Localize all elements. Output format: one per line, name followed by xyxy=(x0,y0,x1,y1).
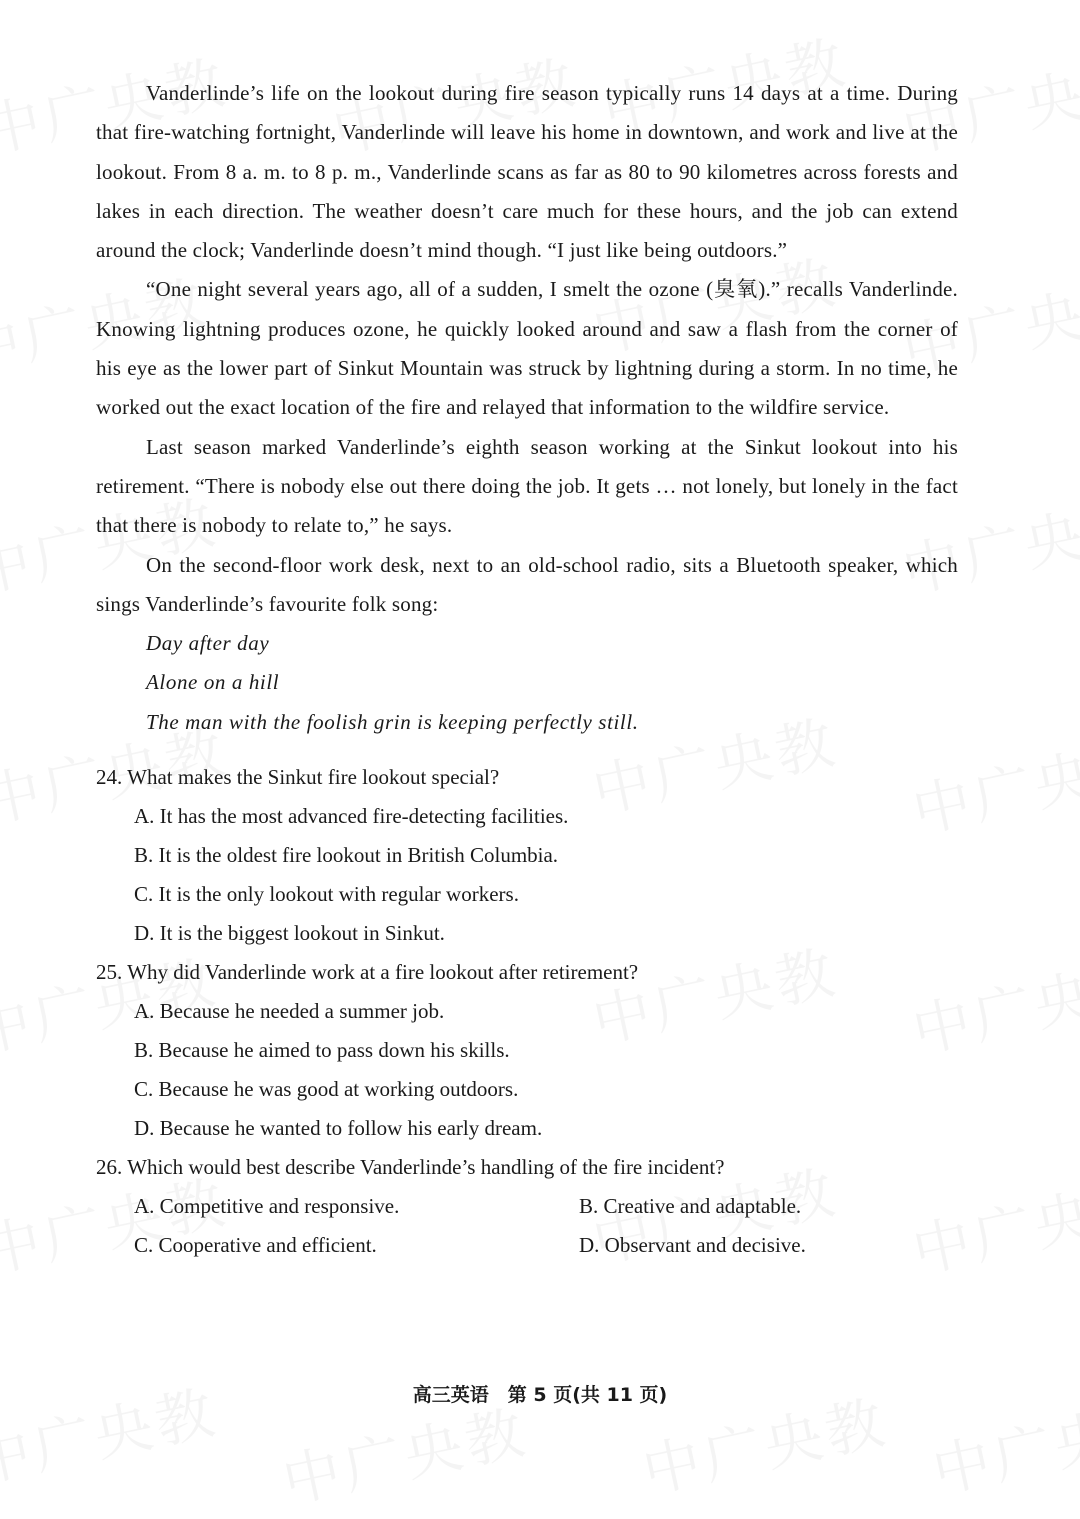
option-b: B. It is the oldest fire lookout in British Columbia. xyxy=(134,843,559,868)
question-25 xyxy=(96,953,958,1148)
option-list xyxy=(96,992,958,1148)
question-stem: 24. What makes the Sinkut fire lookout special? xyxy=(96,765,500,790)
option-c: C. It is the only lookout with regular workers. xyxy=(134,882,519,907)
passage-paragraph: Vanderlinde’s life on the lookout during fire season typically runs 14 days at a time. During that fire-watching fortnight, Vanderlinde will leave his home in downtown, and work and live at the lookout. From 8 a. m. to 8 p. m., Vanderlinde scans as far as 80 to 90 kilometres across forests and lakes in each direction. The weather doesn’t care much for these hours, and the job can extend around the clock; Vanderlinde doesn’t mind though. “I just like being outdoors.” xyxy=(96,81,958,263)
option-list xyxy=(96,1187,958,1265)
option-d: D. Observant and decisive. xyxy=(579,1233,806,1258)
lyric-line: Day after day xyxy=(146,631,270,656)
reading-passage xyxy=(96,74,958,742)
option-d: D. Because he wanted to follow his early dream. xyxy=(134,1116,543,1141)
passage-paragraph: “One night several years ago, all of a sudden, I smelt the ozone (臭氧).” recalls Vanderlinde. Knowing lightning produces ozone, he quickly looked around and saw a flash from the corner of his eye as the lower part of Sinkut Mountain was struck by lightning during a storm. In no time, he worked out the exact location of the fire and relayed that information to the wildfire service. xyxy=(96,277,958,420)
lyric-line: Alone on a hill xyxy=(146,670,280,695)
option-a: A. It has the most advanced fire-detecting facilities. xyxy=(134,804,569,829)
question-stem: 26. Which would best describe Vanderlinde’s handling of the fire incident? xyxy=(96,1155,725,1180)
page-footer: 高三英语 第 5 页(共 11 页) xyxy=(412,1384,668,1406)
lyric-line: The man with the foolish grin is keeping perfectly still. xyxy=(146,709,639,734)
passage-paragraph: Last season marked Vanderlinde’s eighth season working at the Sinkut lookout into his retirement. “There is nobody else out there doing the job. It gets … not lonely, but lonely in the fact that there is nobody to relate to,” he says. xyxy=(96,434,958,538)
question-24 xyxy=(96,758,958,953)
question-list xyxy=(96,758,958,1265)
option-c: C. Cooperative and efficient. xyxy=(134,1233,377,1258)
question-26 xyxy=(96,1148,958,1265)
option-b: B. Creative and adaptable. xyxy=(579,1194,802,1219)
option-a: A. Because he needed a summer job. xyxy=(134,999,445,1024)
song-lyrics xyxy=(96,624,958,742)
option-list xyxy=(96,797,958,953)
exam-page xyxy=(96,74,958,1265)
option-c: C. Because he was good at working outdoors. xyxy=(134,1077,519,1102)
option-b: B. Because he aimed to pass down his skills. xyxy=(134,1038,510,1063)
passage-paragraph: On the second-floor work desk, next to an old-school radio, sits a Bluetooth speaker, which sings Vanderlinde’s favourite folk song: xyxy=(96,552,958,616)
option-d: D. It is the biggest lookout in Sinkut. xyxy=(134,921,445,946)
question-stem: 25. Why did Vanderlinde work at a fire lookout after retirement? xyxy=(96,960,639,985)
option-a: A. Competitive and responsive. xyxy=(134,1194,400,1219)
